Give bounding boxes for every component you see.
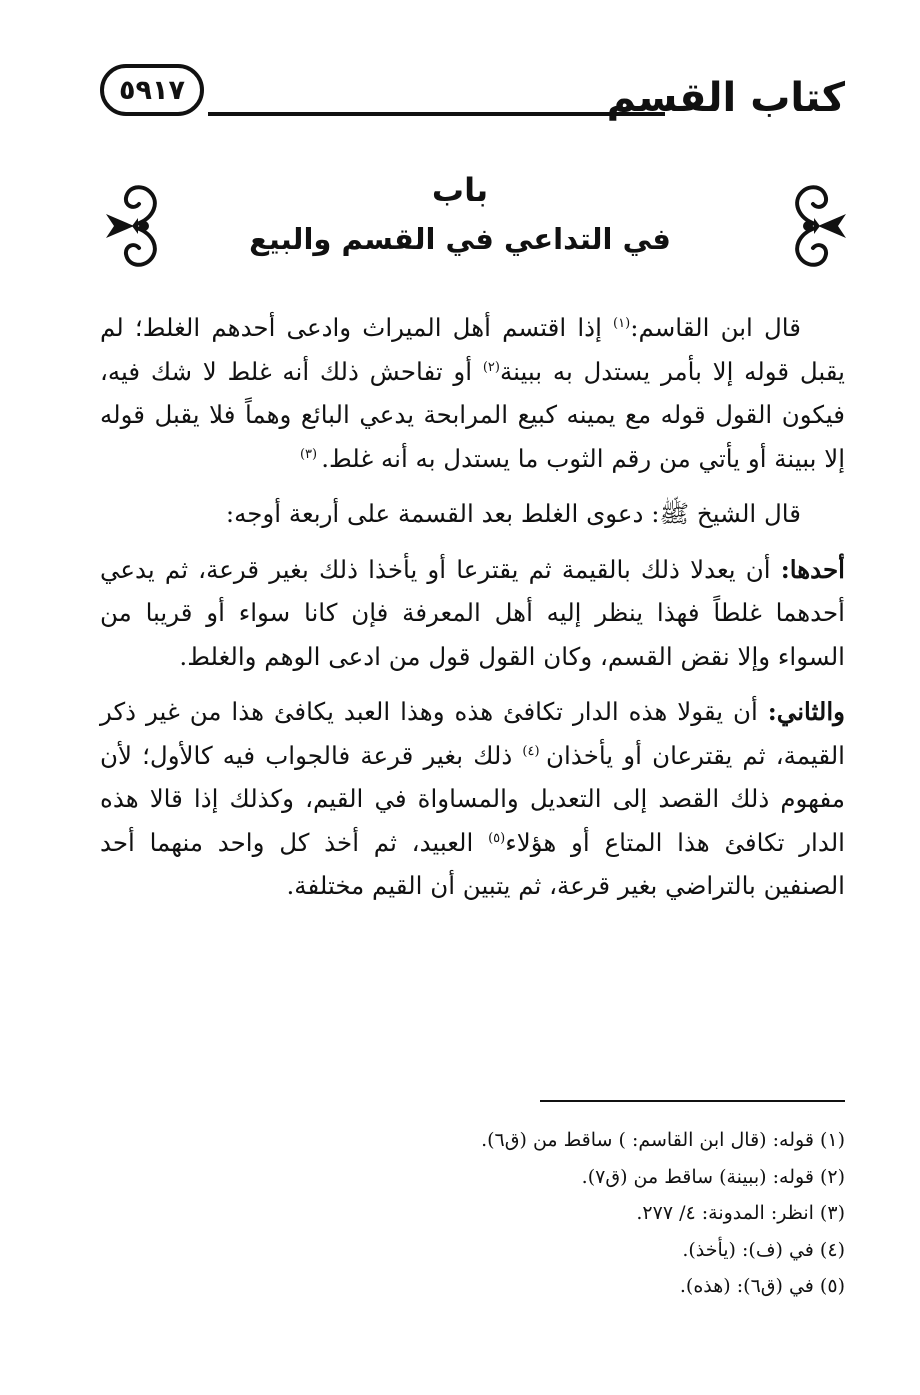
page-number-badge xyxy=(100,64,204,116)
header-rule xyxy=(208,112,665,116)
footnote-ref-2: (٢) xyxy=(482,359,500,375)
footnote-ref-4: (٤) xyxy=(522,743,547,759)
chapter-label: باب xyxy=(431,171,489,209)
footnote-ref-5: (٥) xyxy=(488,830,506,846)
paragraph-lead: أحدها: xyxy=(780,554,845,584)
footnote-5: (٥) في (ق٦): (هذه). xyxy=(679,1275,845,1297)
book-title: كتاب القسم xyxy=(606,75,845,121)
body-text xyxy=(100,306,845,920)
paragraph-2 xyxy=(100,492,845,536)
text-segment: قال الشيخ ﷺ: دعوى الغلط بعد القسمة على أربعة أوجه: xyxy=(225,499,801,528)
text-segment: قال ابن القاسم: xyxy=(630,313,801,342)
text-segment: أن يقولا هذه الدار تكافئ هذه وهذا العبد يكافئ هذا من غير ذكر القيمة، ثم يقترعان أو يأخذان xyxy=(100,697,845,770)
footnote-ref-1: (١) xyxy=(613,315,631,331)
footnote-1: (١) قوله: (قال ابن القاسم: ) ساقط من (ق٦). xyxy=(481,1129,845,1151)
footnotes xyxy=(125,1122,845,1305)
running-header xyxy=(100,56,845,126)
chapter-heading xyxy=(200,168,720,262)
scroll-ornament-icon xyxy=(784,178,846,274)
scroll-ornament-icon xyxy=(106,178,168,274)
footnote-2: (٢) قوله: (ببينة) ساقط من (ق٧). xyxy=(581,1165,845,1188)
paragraph-lead: والثاني: xyxy=(767,697,845,726)
page-number: ٥٩١٧ xyxy=(119,74,185,106)
chapter-title: في التداعي في القسم والبيع xyxy=(249,222,671,256)
paragraph-3 xyxy=(100,548,845,679)
text-segment: العبيد، ثم أخذ كل واحد منهما أحد الصنفين بالتراضي بغير قرعة، ثم يتبين أن القيم مختلفة. xyxy=(100,827,845,900)
footnote-3: (٣) انظر: المدونة: ٤/ ٢٧٧. xyxy=(636,1202,845,1224)
text-segment: إذا اقتسم أهل الميراث وادعى أحدهم الغلط؛ لم يقبل قوله إلا بأمر يستدل به ببينة xyxy=(100,313,845,386)
paragraph-4 xyxy=(100,690,845,908)
text-segment: ذلك بغير قرعة فالجواب فيه كالأول؛ لأن مفهوم ذلك القصد إلى التعديل والمساواة في القيم، وكذلك إذا قالا هذه الدار تكافئ هذا المتاع أو هؤلاء xyxy=(100,740,845,857)
footnote-ref-3: (٣) xyxy=(299,446,322,462)
text-segment: أو تفاحش ذلك أنه غلط لا شك فيه، فيكون القول قوله مع يمينه كبيع المرابحة يدعي البائع وهماً فلا يقبل قوله إلا ببينة أو يأتي من رقم الثوب ما يستدل به أنه غلط. xyxy=(100,356,845,473)
text-segment: أن يعدلا ذلك بالقيمة ثم يقترعا أو يأخذا ذلك بغير قرعة، ثم يدعي أحدهما غلطاً فهذا ينظر إليه أهل المعرفة فإن كانا سواء أو قريبا من السواء وإلا نقض القسم، وكان القول قول من ادعى الوهم والغلط. xyxy=(100,554,845,671)
footnote-rule xyxy=(540,1100,845,1102)
paragraph-1 xyxy=(100,306,845,480)
footnote-4: (٤) في (ف): (يأخذ). xyxy=(682,1238,845,1261)
